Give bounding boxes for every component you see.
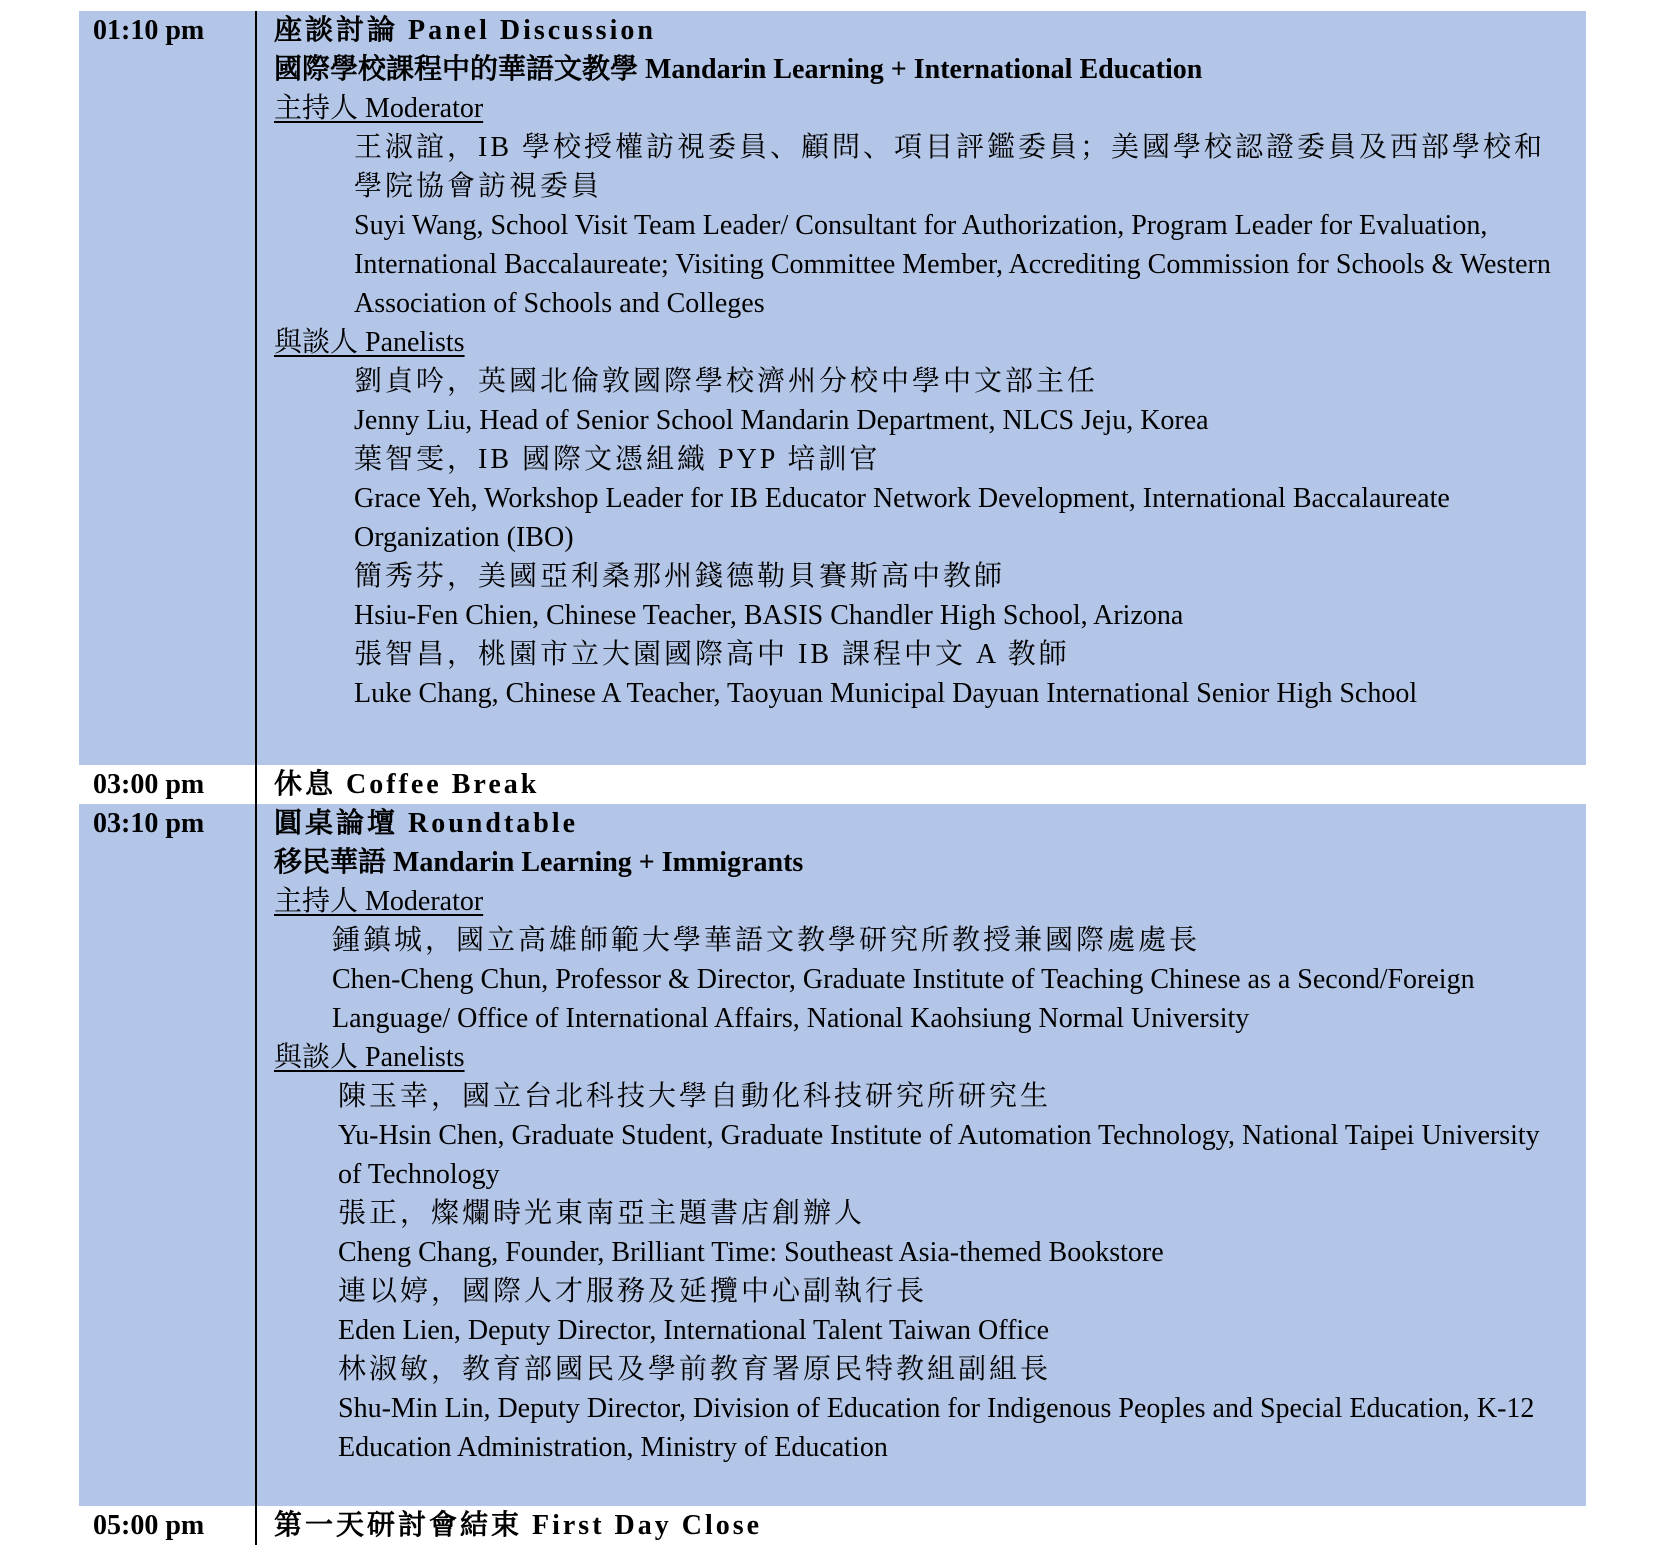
moderator-name-en: Suyi Wang, School Visit Team Leader/ Consultant for Authorization, Program Leader for Evaluation, International Baccalaureate; Visiting Committee Member, Accrediting Commission for Schools & Western Association of Schools and Colleges: [354, 210, 1551, 319]
panelist-zh: 劉貞吟，英國北倫敦國際學校濟州分校中學中文部主任: [354, 366, 1099, 397]
schedule-table: [79, 11, 1586, 1545]
column-divider: [255, 765, 257, 804]
session-row-panel-discussion: [79, 11, 1586, 765]
session-title: 第一天研討會結束 First Day Close: [274, 1510, 763, 1541]
panelists-heading: 與談人 Panelists: [274, 1042, 465, 1073]
panelist-zh: 林淑敏，教育部國民及學前教育署原民特教組副組長: [338, 1354, 1052, 1385]
session-subtitle: 國際學校課程中的華語文教學 Mandarin Learning + International Education: [274, 54, 1203, 85]
panelist-en: Luke Chang, Chinese A Teacher, Taoyuan Municipal Dayuan International Senior High School: [354, 678, 1418, 709]
column-divider: [255, 804, 257, 1506]
session-row-first-day-close: [79, 1506, 1586, 1545]
panelist-en: Cheng Chang, Founder, Brilliant Time: Southeast Asia-themed Bookstore: [338, 1237, 1164, 1268]
panelist-en: Jenny Liu, Head of Senior School Mandarin Department, NLCS Jeju, Korea: [354, 405, 1209, 436]
column-divider: [255, 1506, 257, 1545]
session-row-coffee-break: [79, 765, 1586, 804]
panelist-en: Grace Yeh, Workshop Leader for IB Educator Network Development, International Baccalaureate Organization (IBO): [354, 483, 1450, 553]
session-content: [274, 11, 1586, 713]
session-time: 01:10 pm: [93, 15, 205, 46]
panelist-zh: 陳玉幸，國立台北科技大學自動化科技研究所研究生: [338, 1081, 1052, 1112]
session-time: 03:00 pm: [93, 769, 205, 800]
column-divider: [255, 11, 257, 765]
session-time: 03:10 pm: [93, 808, 205, 839]
moderator-heading: 主持人 Moderator: [274, 93, 484, 124]
panelist-en: Yu-Hsin Chen, Graduate Student, Graduate Institute of Automation Technology, National Taipei University of Technology: [338, 1120, 1540, 1190]
panelist-zh: 連以婷，國際人才服務及延攬中心副執行長: [338, 1276, 928, 1307]
session-title: 休息 Coffee Break: [274, 769, 540, 800]
moderator-name-zh: 王淑誼，IB 學校授權訪視委員、顧問、項目評鑑委員；美國學校認證委員及西部學校和學院協會訪視委員: [354, 132, 1546, 202]
moderator-heading: 主持人 Moderator: [274, 886, 484, 917]
panelist-zh: 葉智雯，IB 國際文憑組織 PYP 培訓官: [354, 444, 881, 475]
session-content: [274, 804, 1586, 1467]
panelist-en: Hsiu-Fen Chien, Chinese Teacher, BASIS Chandler High School, Arizona: [354, 600, 1184, 631]
session-row-roundtable: [79, 804, 1586, 1506]
panelist-en: Eden Lien, Deputy Director, International Talent Taiwan Office: [338, 1315, 1050, 1346]
session-time: 05:00 pm: [93, 1510, 205, 1541]
moderator-name-zh: 鍾鎮城，國立高雄師範大學華語文教學研究所教授兼國際處處長: [332, 925, 1201, 956]
session-content: [274, 765, 1586, 804]
moderator-name-en: Chen-Cheng Chun, Professor & Director, Graduate Institute of Teaching Chinese as a Second/Foreign Language/ Office of International Affairs, National Kaohsiung Normal University: [332, 964, 1475, 1034]
session-subtitle: 移民華語 Mandarin Learning + Immigrants: [274, 847, 804, 878]
panelists-heading: 與談人 Panelists: [274, 327, 465, 358]
session-title: 座談討論 Panel Discussion: [274, 15, 656, 46]
panelist-zh: 簡秀芬，美國亞利桑那州錢德勒貝賽斯高中教師: [354, 561, 1006, 592]
session-title: 圓桌論壇 Roundtable: [274, 808, 579, 839]
panelist-en: Shu-Min Lin, Deputy Director, Division of Education for Indigenous Peoples and Special Education, K-12 Education Administration, Ministry of Education: [338, 1393, 1535, 1463]
panelist-zh: 張智昌，桃園市立大園國際高中 IB 課程中文 A 教師: [354, 639, 1070, 670]
panelist-zh: 張正，燦爛時光東南亞主題書店創辦人: [338, 1198, 866, 1229]
session-content: [274, 1506, 1586, 1545]
